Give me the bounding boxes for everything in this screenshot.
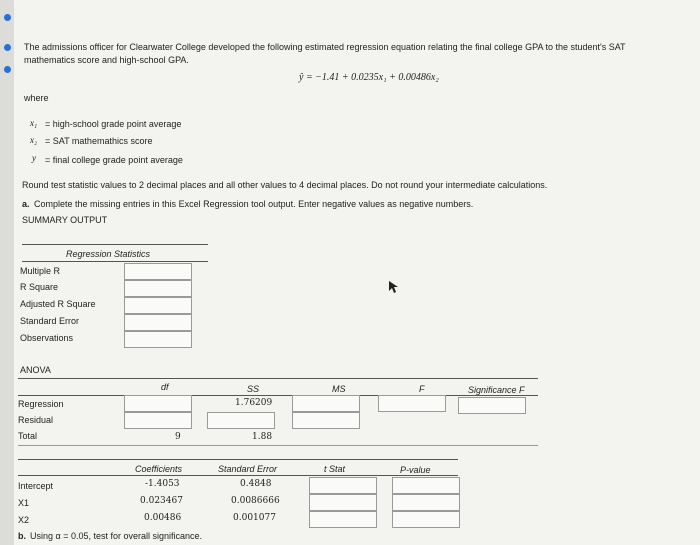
part-b-text: Using α = 0.05, test for overall significance. bbox=[30, 531, 203, 541]
anova-top-rule bbox=[18, 378, 538, 379]
nav-dot-icon[interactable] bbox=[4, 66, 11, 73]
reg-stat-label: Observations bbox=[20, 333, 74, 343]
var-desc-x2: = SAT mathemathics score bbox=[45, 136, 153, 146]
coef-header-p-value: P-value bbox=[400, 465, 431, 475]
reg-stat-label: R Square bbox=[20, 282, 59, 292]
x2-p-value-input[interactable] bbox=[392, 511, 460, 528]
coef-header-rule bbox=[18, 475, 458, 476]
f-stat-input[interactable] bbox=[378, 395, 446, 412]
x2-t-stat-input[interactable] bbox=[309, 511, 377, 528]
anova-header-significance: Significance F bbox=[468, 385, 525, 395]
anova-row-label: Total bbox=[18, 431, 38, 441]
coef-header-standard-error: Standard Error bbox=[218, 464, 278, 474]
var-symbol-x1: x₁ bbox=[30, 118, 38, 128]
intro-line-1: The admissions officer for Clearwater College developed the following estimated regression equation relating the final college GPA to the student's SAT bbox=[24, 42, 626, 52]
x2-se-value: 0.001077 bbox=[233, 513, 276, 523]
anova-header-df: df bbox=[161, 382, 169, 392]
regression-equation: ŷ = −1.41 + 0.0235x₁ + 0.00486x₂ bbox=[299, 72, 439, 83]
coef-header-t-stat: t Stat bbox=[324, 464, 346, 474]
coef-header-coefficients: Coefficients bbox=[135, 464, 183, 474]
standard-error-input[interactable] bbox=[124, 314, 192, 331]
anova-header-rule bbox=[18, 395, 538, 396]
anova-row-label: Regression bbox=[18, 399, 64, 409]
cursor-icon bbox=[388, 280, 398, 294]
coef-top-rule bbox=[18, 459, 458, 460]
residual-df-input[interactable] bbox=[124, 412, 192, 429]
residual-ss-input[interactable] bbox=[207, 412, 275, 429]
part-b-label: b. bbox=[18, 531, 26, 541]
anova-row-label: Residual bbox=[18, 415, 54, 425]
total-df-value: 9 bbox=[175, 432, 181, 442]
anova-header-ms: MS bbox=[332, 384, 346, 394]
var-desc-y: = final college grade point average bbox=[45, 155, 183, 165]
rounding-instruction: Round test statistic values to 2 decimal places and all other values to 4 decimal places. Do not round your intermediate calculations. bbox=[22, 180, 548, 190]
total-ss-value: 1.88 bbox=[252, 432, 273, 442]
question-page bbox=[14, 0, 700, 545]
r-square-input[interactable] bbox=[124, 280, 192, 297]
part-a-label: a. bbox=[22, 199, 30, 209]
regression-ms-input[interactable] bbox=[292, 395, 360, 412]
var-symbol-y: y bbox=[32, 153, 36, 163]
reg-stats-header-rule bbox=[22, 261, 208, 262]
reg-stat-label: Adjusted R Square bbox=[20, 299, 96, 309]
var-symbol-x2: x₂ bbox=[30, 135, 38, 145]
multiple-r-input[interactable] bbox=[124, 263, 192, 280]
nav-dot-icon[interactable] bbox=[4, 44, 11, 51]
intercept-coef-value: -1.4053 bbox=[145, 479, 180, 489]
x1-coef-value: 0.023467 bbox=[140, 496, 183, 506]
anova-title: ANOVA bbox=[20, 365, 51, 375]
x1-se-value: 0.0086666 bbox=[231, 496, 280, 506]
x1-p-value-input[interactable] bbox=[392, 494, 460, 511]
reg-stats-top-rule bbox=[22, 244, 208, 245]
intercept-p-value-input[interactable] bbox=[392, 477, 460, 494]
observations-input[interactable] bbox=[124, 331, 192, 348]
reg-stats-header: Regression Statistics bbox=[66, 249, 151, 259]
part-a-text: Complete the missing entries in this Excel Regression tool output. Enter negative values as negative numbers. bbox=[34, 199, 474, 209]
coef-row-label: X2 bbox=[18, 515, 30, 525]
coef-row-label: Intercept bbox=[18, 481, 54, 491]
var-desc-x1: = high-school grade point average bbox=[45, 119, 182, 129]
x1-t-stat-input[interactable] bbox=[309, 494, 377, 511]
intro-line-2: mathematics score and high-school GPA. bbox=[24, 55, 189, 65]
regression-ss-value: 1.76209 bbox=[235, 398, 273, 408]
left-sidebar bbox=[0, 0, 14, 545]
where-label: where bbox=[24, 93, 49, 103]
coef-row-label: X1 bbox=[18, 498, 30, 508]
significance-f-input[interactable] bbox=[458, 397, 526, 414]
anova-bottom-rule bbox=[18, 445, 538, 446]
intercept-t-stat-input[interactable] bbox=[309, 477, 377, 494]
intercept-se-value: 0.4848 bbox=[240, 479, 272, 489]
x2-coef-value: 0.00486 bbox=[144, 513, 182, 523]
anova-header-f: F bbox=[419, 384, 425, 394]
summary-output-label: SUMMARY OUTPUT bbox=[22, 215, 108, 225]
reg-stat-label: Standard Error bbox=[20, 316, 80, 326]
regression-df-input[interactable] bbox=[124, 395, 192, 412]
anova-header-ss: SS bbox=[247, 384, 260, 394]
reg-stat-label: Multiple R bbox=[20, 266, 61, 276]
residual-ms-input[interactable] bbox=[292, 412, 360, 429]
nav-dot-icon[interactable] bbox=[4, 14, 11, 21]
adjusted-r-square-input[interactable] bbox=[124, 297, 192, 314]
